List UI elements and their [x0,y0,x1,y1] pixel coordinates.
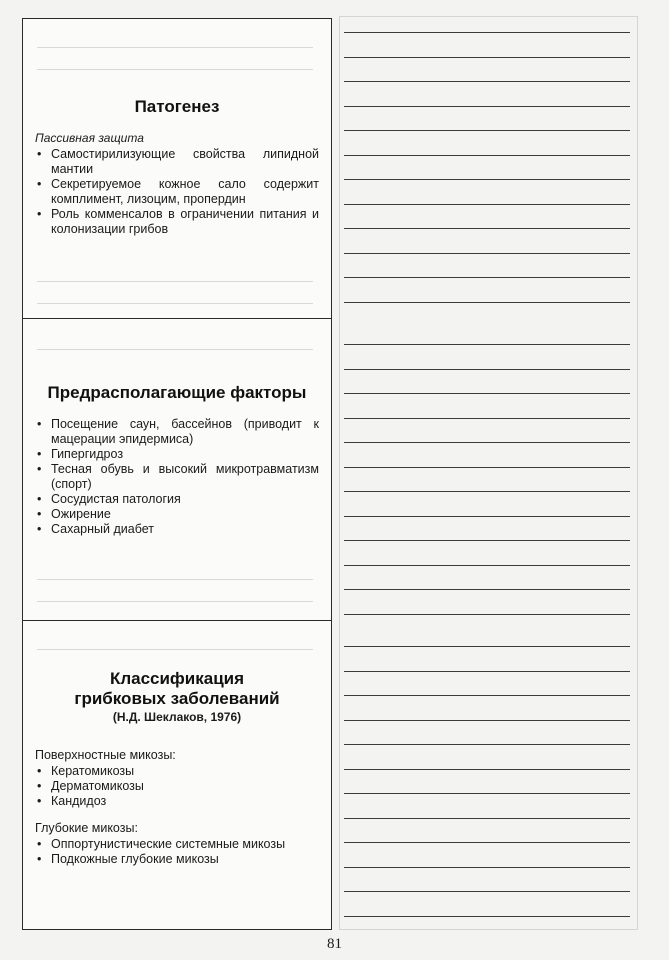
notes-lines-panel [344,22,644,922]
list-item: • Подкожные глубокие микозы [35,852,319,867]
note-line [344,916,630,917]
list-item: • Гипергидроз [35,447,319,462]
note-line [344,720,630,721]
card-pathogenesis [23,19,331,319]
card-title [35,669,319,709]
note-line [344,646,630,647]
ghost-line [37,601,313,602]
note-line [344,818,630,819]
section-label: Пассивная защита [35,131,144,145]
note-line [344,418,630,419]
bullet-list [35,417,319,537]
note-line [344,253,630,254]
card-title-line2: грибковых заболеваний [74,689,280,708]
group-label-superficial: Поверхностные микозы: [35,748,176,762]
note-line [344,179,630,180]
note-line [344,106,630,107]
ghost-line [37,47,313,48]
bullet-list [35,764,319,809]
note-line [344,891,630,892]
list-item: • Посещение саун, бассейнов (приводит к мацерации эпидермиса) [35,417,319,447]
note-line [344,369,630,370]
note-line [344,589,630,590]
card-subtitle: (Н.Д. Шеклаков, 1976) [112,710,242,724]
note-line [344,491,630,492]
note-line [344,155,630,156]
slides-column [22,18,332,930]
note-line [344,344,630,345]
note-line [344,277,630,278]
note-line [344,565,630,566]
group-label-deep: Глубокие микозы: [35,821,138,835]
card-title-line1: Классификация [109,669,245,688]
note-line [344,744,630,745]
card-title: Предрасполагающие факторы [47,383,307,402]
note-line [344,769,630,770]
note-line [344,130,630,131]
list-item: • Самостирилизующие свойства липидной мантии [35,147,319,177]
list-item: • Тесная обувь и высокий микротравматизм (спорт) [35,462,319,492]
note-line [344,204,630,205]
note-line [344,393,630,394]
list-item: • Сосудистая патология [35,492,319,507]
note-line [344,32,630,33]
card-classification [23,621,331,931]
ghost-line [37,281,313,282]
note-line [344,516,630,517]
note-line [344,671,630,672]
note-line [344,867,630,868]
note-line [344,81,630,82]
note-line [344,842,630,843]
ghost-line [37,303,313,304]
bullet-list [35,147,319,237]
ghost-line [37,349,313,350]
note-line [344,793,630,794]
list-item: • Роль комменсалов в ограничении питания и колонизации грибов [35,207,319,237]
list-item: • Оппортунистические системные микозы [35,837,319,852]
ghost-line [37,649,313,650]
note-line [344,614,630,615]
note-line [344,540,630,541]
list-item: • Дерматомикозы [35,779,319,794]
list-item: • Ожирение [35,507,319,522]
note-line [344,695,630,696]
list-item: • Сахарный диабет [35,522,319,537]
ghost-line [37,579,313,580]
note-line [344,228,630,229]
bullet-list [35,837,319,867]
list-item: • Секретируемое кожное сало содержит комплимент, лизоцим, пропердин [35,177,319,207]
note-line [344,57,630,58]
list-item: • Кератомикозы [35,764,319,779]
card-title: Патогенез [134,97,220,116]
note-line [344,302,630,303]
card-predisposing-factors [23,319,331,621]
page-number: 81 [327,936,342,952]
note-line [344,467,630,468]
list-item: • Кандидоз [35,794,319,809]
note-line [344,442,630,443]
ghost-line [37,69,313,70]
